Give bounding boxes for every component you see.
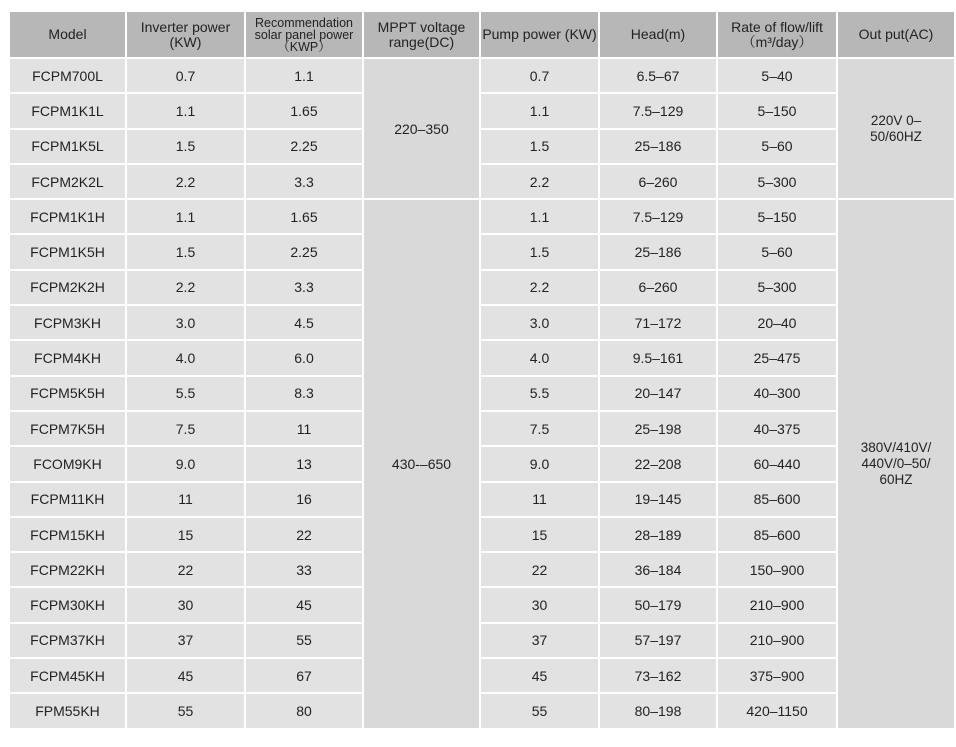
table-row (10, 447, 954, 480)
panel-power-cell: 4.5 (246, 306, 362, 339)
flow-rate-cell: 85–600 (718, 483, 836, 516)
model-cell: FCPM30KH (10, 588, 125, 621)
inverter-power-cell: 4.0 (127, 341, 244, 374)
panel-power-cell: 1.1 (246, 59, 362, 92)
panel-power-cell: 11 (246, 412, 362, 445)
model-cell: FCOM9KH (10, 447, 125, 480)
inverter-power-cell: 30 (127, 588, 244, 621)
panel-power-cell: 1.65 (246, 200, 362, 233)
table-row (10, 94, 954, 127)
panel-power-cell: 55 (246, 624, 362, 657)
head-cell: 6–260 (600, 271, 716, 304)
header-panel-power: Recommendation solar panel power（KWP） (246, 12, 362, 57)
panel-power-cell: 67 (246, 659, 362, 692)
table-row (10, 130, 954, 163)
model-cell: FCPM1K5H (10, 235, 125, 268)
model-cell: FPM55KH (10, 694, 125, 727)
table-row (10, 306, 954, 339)
output-value: 380V/410V/ 440V/0–50/ 60HZ (860, 439, 932, 487)
model-cell: FCPM5K5H (10, 377, 125, 410)
model-cell: FCPM7K5H (10, 412, 125, 445)
pump-power-cell: 4.0 (481, 341, 598, 374)
pump-power-cell: 1.1 (481, 200, 598, 233)
table-row (10, 694, 954, 727)
head-cell: 19–145 (600, 483, 716, 516)
table-row (10, 341, 954, 374)
flow-rate-cell: 5–300 (718, 165, 836, 198)
header-mppt-voltage: MPPT voltage range(DC) (364, 12, 479, 57)
inverter-power-cell: 1.5 (127, 130, 244, 163)
pump-power-cell: 5.5 (481, 377, 598, 410)
model-cell: FCPM11KH (10, 483, 125, 516)
flow-rate-cell: 210–900 (718, 588, 836, 621)
table-row (10, 200, 954, 233)
model-cell: FCPM3KH (10, 306, 125, 339)
inverter-power-cell: 15 (127, 518, 244, 551)
table-row (10, 377, 954, 410)
inverter-power-cell: 22 (127, 553, 244, 586)
head-cell: 25–186 (600, 130, 716, 163)
model-cell: FCPM37KH (10, 624, 125, 657)
panel-power-cell: 80 (246, 694, 362, 727)
table-row (10, 659, 954, 692)
pump-power-cell: 30 (481, 588, 598, 621)
table-body (10, 59, 954, 728)
model-cell: FCPM1K1H (10, 200, 125, 233)
flow-rate-cell: 40–375 (718, 412, 836, 445)
panel-power-cell: 6.0 (246, 341, 362, 374)
pump-power-cell: 2.2 (481, 271, 598, 304)
model-cell: FCPM2K2H (10, 271, 125, 304)
header-inverter-power: Inverter power (KW) (127, 12, 244, 57)
inverter-power-cell: 3.0 (127, 306, 244, 339)
head-cell: 36–184 (600, 553, 716, 586)
model-cell: FCPM15KH (10, 518, 125, 551)
mppt-voltage-cell: 430-–650 (364, 200, 479, 727)
panel-power-cell: 45 (246, 588, 362, 621)
pump-power-cell: 1.5 (481, 235, 598, 268)
head-cell: 80–198 (600, 694, 716, 727)
inverter-power-cell: 2.2 (127, 271, 244, 304)
header-output: Out put(AC) (838, 12, 954, 57)
pump-power-cell: 22 (481, 553, 598, 586)
panel-power-cell: 1.65 (246, 94, 362, 127)
panel-power-cell: 2.25 (246, 130, 362, 163)
inverter-power-cell: 11 (127, 483, 244, 516)
header-pump-power: Pump power (KW) (481, 12, 598, 57)
flow-rate-cell: 5–300 (718, 271, 836, 304)
model-cell: FCPM1K5L (10, 130, 125, 163)
flow-rate-cell: 60–440 (718, 447, 836, 480)
inverter-power-cell: 7.5 (127, 412, 244, 445)
panel-power-cell: 22 (246, 518, 362, 551)
output-cell (838, 200, 954, 727)
panel-power-cell: 2.25 (246, 235, 362, 268)
inverter-power-cell: 9.0 (127, 447, 244, 480)
table-row (10, 165, 954, 198)
table-row (10, 271, 954, 304)
head-cell: 73–162 (600, 659, 716, 692)
pump-power-cell: 15 (481, 518, 598, 551)
model-cell: FCPM45KH (10, 659, 125, 692)
pump-power-cell: 7.5 (481, 412, 598, 445)
table-row (10, 483, 954, 516)
pump-power-cell: 45 (481, 659, 598, 692)
model-cell: FCPM2K2L (10, 165, 125, 198)
flow-rate-cell: 85–600 (718, 518, 836, 551)
header-model: Model (10, 12, 125, 57)
specification-table (8, 10, 956, 730)
header-row (10, 12, 954, 57)
table-row (10, 59, 954, 92)
pump-power-cell: 37 (481, 624, 598, 657)
flow-rate-cell: 20–40 (718, 306, 836, 339)
model-cell: FCPM1K1L (10, 94, 125, 127)
flow-rate-cell: 5–40 (718, 59, 836, 92)
flow-rate-cell: 210–900 (718, 624, 836, 657)
output-value: 220V 0–50/60HZ (870, 112, 922, 144)
header-flow-rate: Rate of flow/lift（m³/day） (718, 12, 836, 57)
flow-rate-cell: 5–60 (718, 130, 836, 163)
pump-power-cell: 1.5 (481, 130, 598, 163)
inverter-power-cell: 55 (127, 694, 244, 727)
head-cell: 25–198 (600, 412, 716, 445)
panel-power-cell: 16 (246, 483, 362, 516)
pump-power-cell: 0.7 (481, 59, 598, 92)
inverter-power-cell: 2.2 (127, 165, 244, 198)
head-cell: 22–208 (600, 447, 716, 480)
table-row (10, 588, 954, 621)
table-row (10, 518, 954, 551)
head-cell: 20–147 (600, 377, 716, 410)
flow-rate-cell: 5–150 (718, 200, 836, 233)
head-cell: 25–186 (600, 235, 716, 268)
output-cell (838, 59, 954, 198)
flow-rate-cell: 5–150 (718, 94, 836, 127)
inverter-power-cell: 1.1 (127, 94, 244, 127)
panel-power-cell: 3.3 (246, 271, 362, 304)
pump-power-cell: 1.1 (481, 94, 598, 127)
panel-power-cell: 3.3 (246, 165, 362, 198)
model-cell: FCPM700L (10, 59, 125, 92)
head-cell: 9.5–161 (600, 341, 716, 374)
table-row (10, 624, 954, 657)
pump-power-cell: 9.0 (481, 447, 598, 480)
head-cell: 6.5–67 (600, 59, 716, 92)
inverter-power-cell: 45 (127, 659, 244, 692)
pump-power-cell: 55 (481, 694, 598, 727)
model-cell: FCPM4KH (10, 341, 125, 374)
flow-rate-cell: 40–300 (718, 377, 836, 410)
mppt-voltage-cell: 220–350 (364, 59, 479, 198)
inverter-power-cell: 1.1 (127, 200, 244, 233)
inverter-power-cell: 37 (127, 624, 244, 657)
head-cell: 6–260 (600, 165, 716, 198)
panel-power-cell: 33 (246, 553, 362, 586)
flow-rate-cell: 150–900 (718, 553, 836, 586)
pump-power-cell: 11 (481, 483, 598, 516)
pump-power-cell: 3.0 (481, 306, 598, 339)
pump-power-cell: 2.2 (481, 165, 598, 198)
panel-power-cell: 13 (246, 447, 362, 480)
header-head: Head(m) (600, 12, 716, 57)
inverter-power-cell: 1.5 (127, 235, 244, 268)
head-cell: 7.5–129 (600, 94, 716, 127)
head-cell: 71–172 (600, 306, 716, 339)
head-cell: 57–197 (600, 624, 716, 657)
table-row (10, 235, 954, 268)
head-cell: 28–189 (600, 518, 716, 551)
model-cell: FCPM22KH (10, 553, 125, 586)
inverter-power-cell: 0.7 (127, 59, 244, 92)
flow-rate-cell: 25–475 (718, 341, 836, 374)
table-row (10, 412, 954, 445)
flow-rate-cell: 5–60 (718, 235, 836, 268)
head-cell: 50–179 (600, 588, 716, 621)
flow-rate-cell: 420–1150 (718, 694, 836, 727)
panel-power-cell: 8.3 (246, 377, 362, 410)
flow-rate-cell: 375–900 (718, 659, 836, 692)
inverter-power-cell: 5.5 (127, 377, 244, 410)
table-row (10, 553, 954, 586)
head-cell: 7.5–129 (600, 200, 716, 233)
